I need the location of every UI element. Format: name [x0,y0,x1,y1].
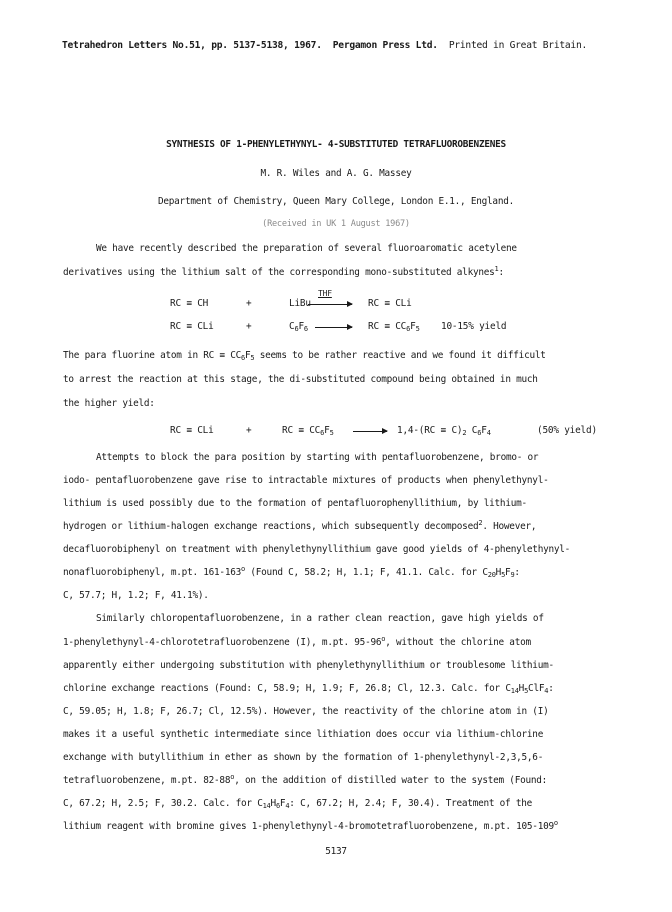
body-line: C, 59.05; H, 1.8; F, 26.7; Cl, 12.5%). However, the reactivity of the chlorine atom in (I) [63,706,549,717]
eq3-yield: (50% yield) [537,425,597,436]
running-header [62,40,587,52]
eq1-reactant: RC ≡ CH [170,298,209,309]
article-title: SYNTHESIS OF 1-PHENYLETHYNYL- 4-SUBSTITUTED TETRAFLUOROBENZENES [166,139,506,150]
body-line: tetrafluorobenzene, m.pt. 82-88$^o$, on the addition of distilled water to the system (Found: [63,773,548,786]
body-line: hydrogen or lithium-halogen exchange reactions, which subsequently decomposed$^2$. However, [63,519,537,532]
reference-marker: 1 [494,265,499,273]
eq2-arrow [315,327,352,328]
body-line: iodo- pentafluorobenzene gave rise to intractable mixtures of products when phenylethynyl- [63,475,549,486]
journal-citation: Tetrahedron Letters No.51, pp. 5137-5138, 1967. [62,40,322,51]
reference-marker: 2 [478,519,483,527]
body-line: apparently either undergoing substitution with phenylethynyllithium or troublesome lithium- [63,660,554,671]
received-date: (Received in UK 1 August 1967) [262,219,410,229]
body-line: lithium is used possibly due to the formation of pentafluorophenyllithium, by lithium- [63,498,527,509]
eq3-arrow [353,431,387,432]
body-line: derivatives using the lithium salt of the corresponding mono-substituted alkynes$^1$: [63,265,504,278]
body-line: C, 57.7; H, 1.2; F, 41.1%). [63,590,209,601]
body-line: decafluorobiphenyl on treatment with phenylethynyllithium gave good yields of 4-phenylethynyl- [63,544,571,555]
eq1-plus: + [246,298,252,309]
eq1-arrow [308,304,352,305]
eq1-condition: THF [318,289,332,298]
eq3-product: $1,4-(RC \equiv C)_2$ $C_6F_4$ [397,425,491,437]
eq1-product: RC ≡ CLi [368,298,412,309]
eq2-reagent: $C_6F_6$ [289,321,308,333]
eq2-reactant: RC ≡ CLi [170,321,214,332]
eq2-product: RC ≡ $CC_6F_5$ [368,321,420,333]
body-line: chlorine exchange reactions (Found: C, 58.9; H, 1.9; F, 26.8; Cl, 12.3. Calc. for $C_{14}H_5ClF_4$: [63,683,554,695]
body-line: 1-phenylethynyl-4-chlorotetrafluorobenzene (I), m.pt. 95-96$^o$, without the chlorine atom [63,635,531,648]
eq3-reactant: RC ≡ CLi [170,425,214,436]
article-affiliation: Department of Chemistry, Queen Mary College, London E.1., England. [157,196,515,207]
eq1-reagent: LiBu [289,298,311,309]
body-line: We have recently described the preparation of several fluoroaromatic acetylene [96,243,517,254]
body-line: Similarly chloropentafluorobenzene, in a rather clean reaction, gave high yields of [96,613,544,624]
body-line: the higher yield: [63,398,155,409]
body-line: The para fluorine atom in RC ≡ $CC_6F_5$ seems to be rather reactive and we found it difficult [63,350,546,362]
eq3-plus: + [246,425,252,436]
body-line: exchange with butyllithium in ether as shown by the formation of 1-phenylethynyl-2,3,5,6- [63,752,544,763]
eq2-plus: + [246,321,252,332]
body-line: Attempts to block the para position by starting with pentafluorobenzene, bromo- or [96,452,539,463]
eq2-yield: 10-15% yield [441,321,507,332]
article-authors: M. R. Wiles and A. G. Massey [260,168,412,179]
body-line: makes it a useful synthetic intermediate since lithiation does occur via lithium-chlorine [63,729,544,740]
eq3-reagent: RC ≡ $CC_6F_5$ [282,425,334,437]
body-line: lithium reagent with bromine gives 1-phenylethynyl-4-bromotetrafluorobenzene, m.pt. 105-109$^o$ [63,819,558,832]
body-line: nonafluorobiphenyl, m.pt. 161-163$^o$ (Found C, 58.2; H, 1.1; F, 41.1. Calc. for $C_{20}H_5F_9$: [63,565,520,579]
printed-in: Printed in Great Britain. [448,40,587,51]
publisher: Pergamon Press Ltd. [332,40,438,51]
body-line: C, 67.2; H, 2.5; F, 30.2. Calc. for $C_{14}H_6F_4$: C, 67.2; H, 2.4; F, 30.4). Treatment of the [63,798,533,810]
page-number: 5137 [325,846,347,857]
body-line: to arrest the reaction at this stage, the di-substituted compound being obtained in much [63,374,538,385]
